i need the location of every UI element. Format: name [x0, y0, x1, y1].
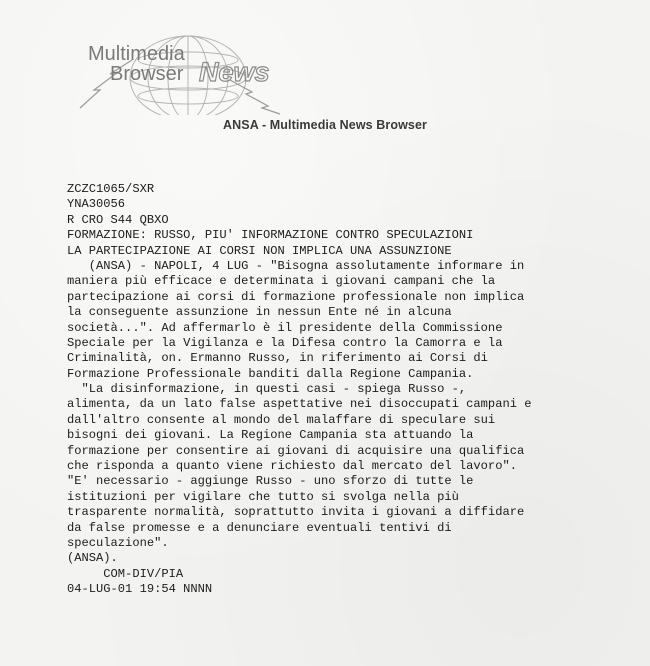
logo-word-news: News	[199, 57, 270, 87]
article-line: da false promesse e a denunciare eventuali tentivi di	[67, 520, 452, 535]
article-line: Criminalità, on. Ermanno Russo, in riferimento ai Corsi di	[67, 351, 488, 366]
multimedia-browser-news-logo	[70, 20, 290, 115]
article-line: alimenta, da un lato false aspettative nei disoccupati campani e	[67, 397, 532, 412]
article-line: società...". Ad affermarlo è il presidente della Commissione	[67, 320, 503, 335]
logo-word-browser: Browser	[110, 63, 184, 85]
article-line: LA PARTECIPAZIONE AI CORSI NON IMPLICA UNA ASSUNZIONE	[67, 243, 452, 258]
page-title: ANSA - Multimedia News Browser	[223, 118, 427, 132]
article-line: "La disinformazione, in questi casi - spiega Russo -,	[67, 382, 467, 397]
article-line: partecipazione ai corsi di formazione professionale non implica	[67, 289, 525, 304]
article-line: (ANSA) - NAPOLI, 4 LUG - "Bisogna assolutamente informare in	[67, 258, 525, 273]
article-line: maniera più efficace e determinata i giovani campani che la	[67, 274, 496, 289]
article-line: 04-LUG-01 19:54 NNNN	[67, 582, 213, 597]
article-line: ZCZC1065/SXR	[67, 182, 155, 196]
logo-word-multimedia: Multimedia	[88, 43, 185, 65]
article-line: dall'altro consente al mondo del malaffare di speculare sui	[67, 412, 496, 427]
article-line: "E' necessario - aggiunge Russo - uno sforzo di tutte le	[67, 474, 474, 489]
article-line: trasparente normalità, soprattutto invita i giovani a diffidare	[67, 505, 525, 520]
article-line: speculazione".	[67, 535, 169, 550]
article-line: formazione per consentire ai giovani di acquisire una qualifica	[67, 443, 525, 458]
article-line: istituzioni per vigilare che tutto si svolga nella più	[67, 489, 459, 504]
article-line: (ANSA).	[67, 551, 118, 566]
globe-logo-icon	[70, 20, 290, 115]
news-article-body	[67, 182, 637, 598]
article-line: Formazione Professionale banditi dalla Regione Campania.	[67, 366, 474, 381]
article-line: la conseguente assunzione in nessun Ente né in alcuna	[67, 305, 452, 320]
article-line: COM-DIV/PIA	[67, 566, 184, 581]
article-line: YNA30056	[67, 197, 126, 212]
article-line: bisogni dei giovani. La Regione Campania sta attuando la	[67, 428, 474, 443]
article-line: R CRO S44 QBXO	[67, 212, 169, 227]
article-line: che risponda a quanto viene richiesto dal mercato del lavoro".	[67, 459, 517, 474]
article-line: FORMAZIONE: RUSSO, PIU' INFORMAZIONE CONTRO SPECULAZIONI	[67, 228, 474, 243]
article-line: Speciale per la Vigilanza e la Difesa contro la Camorra e la	[67, 335, 503, 350]
